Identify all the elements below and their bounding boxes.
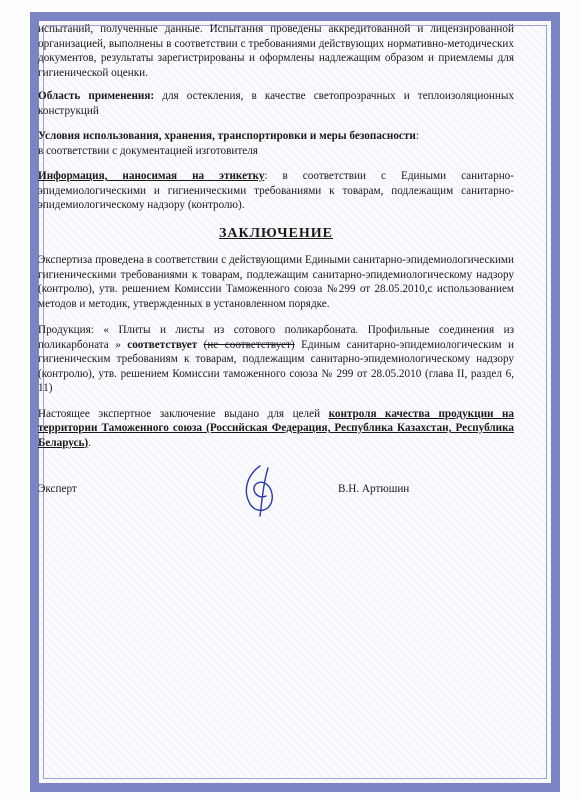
signature-row [38, 482, 514, 522]
usage-paragraph [38, 129, 514, 158]
document-content [38, 22, 514, 522]
product-not-complies: (не соответствует) [203, 338, 295, 351]
final-prefix: Настоящее экспертное заключение выдано для целей [38, 407, 321, 420]
product-paragraph [38, 323, 514, 396]
product-suffix: Единым санитарно-эпидемиологическим и гигиеническим требованиям к товарам, подлежащим санитарно-эпидемиологическому надзору (контролю), утв. решением Комиссии таможенного союза № 299 от 28.05.2010 (глава II, раздел 6, 11) [38, 338, 515, 394]
final-paragraph [38, 407, 514, 451]
expert-label: Эксперт [38, 483, 77, 495]
scope-text: для остекления, в качестве светопрозрачных и теплоизоляционных конструкций [38, 90, 514, 117]
conclusion-heading: ЗАКЛЮЧЕНИЕ [218, 225, 334, 241]
expertise-paragraph: Экспертиза проведена в соответствии с действующими Едиными санитарно-эпидемиологическими гигиеническими требованиями к товарам, подлежащим санитарно-эпидемиологическому надзору (контролю), утв. решением Комиссии Таможенного союза №299 от 28.05.2010,с использованием методов и методик, утвержденных в установленном порядке. [38, 254, 514, 310]
usage-label: Условия использования, хранения, транспортировки и меры безопасности [38, 130, 416, 142]
label-info-label: Информация, наносимая на этикетку [38, 170, 265, 182]
scope-paragraph [38, 89, 514, 118]
expert-name: В.Н. Артюшин [338, 483, 410, 495]
label-info-paragraph [38, 169, 514, 213]
intro-paragraph: испытаний, полученные данные. Испытания проведены аккредитованной и лицензированной организацией, выполнены в соответствии с требованиями действующих нормативно-методических документов, результаты зарегистрированы и оформлены надлежащим образом и приемлемы для гигиенической оценки. [38, 23, 514, 79]
product-complies: соответствует [127, 338, 198, 351]
signature-icon [230, 460, 290, 520]
usage-text: в соответствии с документацией изготовителя [38, 144, 258, 157]
scope-label: Область применения: [38, 90, 155, 102]
final-end: . [88, 436, 91, 449]
label-info-text: : в соответствии с Едиными санитарно-эпидемиологическими и гигиеническими требованиями к товарам, подлежащим санитарно-эпидемиологическому надзору (контролю). [38, 170, 514, 211]
usage-colon: : [415, 130, 419, 142]
product-prefix: Продукция: « Плиты и листы из сотового поликарбоната. Профильные соединения из поликарбоната » [38, 324, 514, 351]
final-bold: контроля качества продукции на территории Таможенного союза (Российская Федерация, Республика Казахстан, Республика Беларусь) [38, 407, 515, 449]
